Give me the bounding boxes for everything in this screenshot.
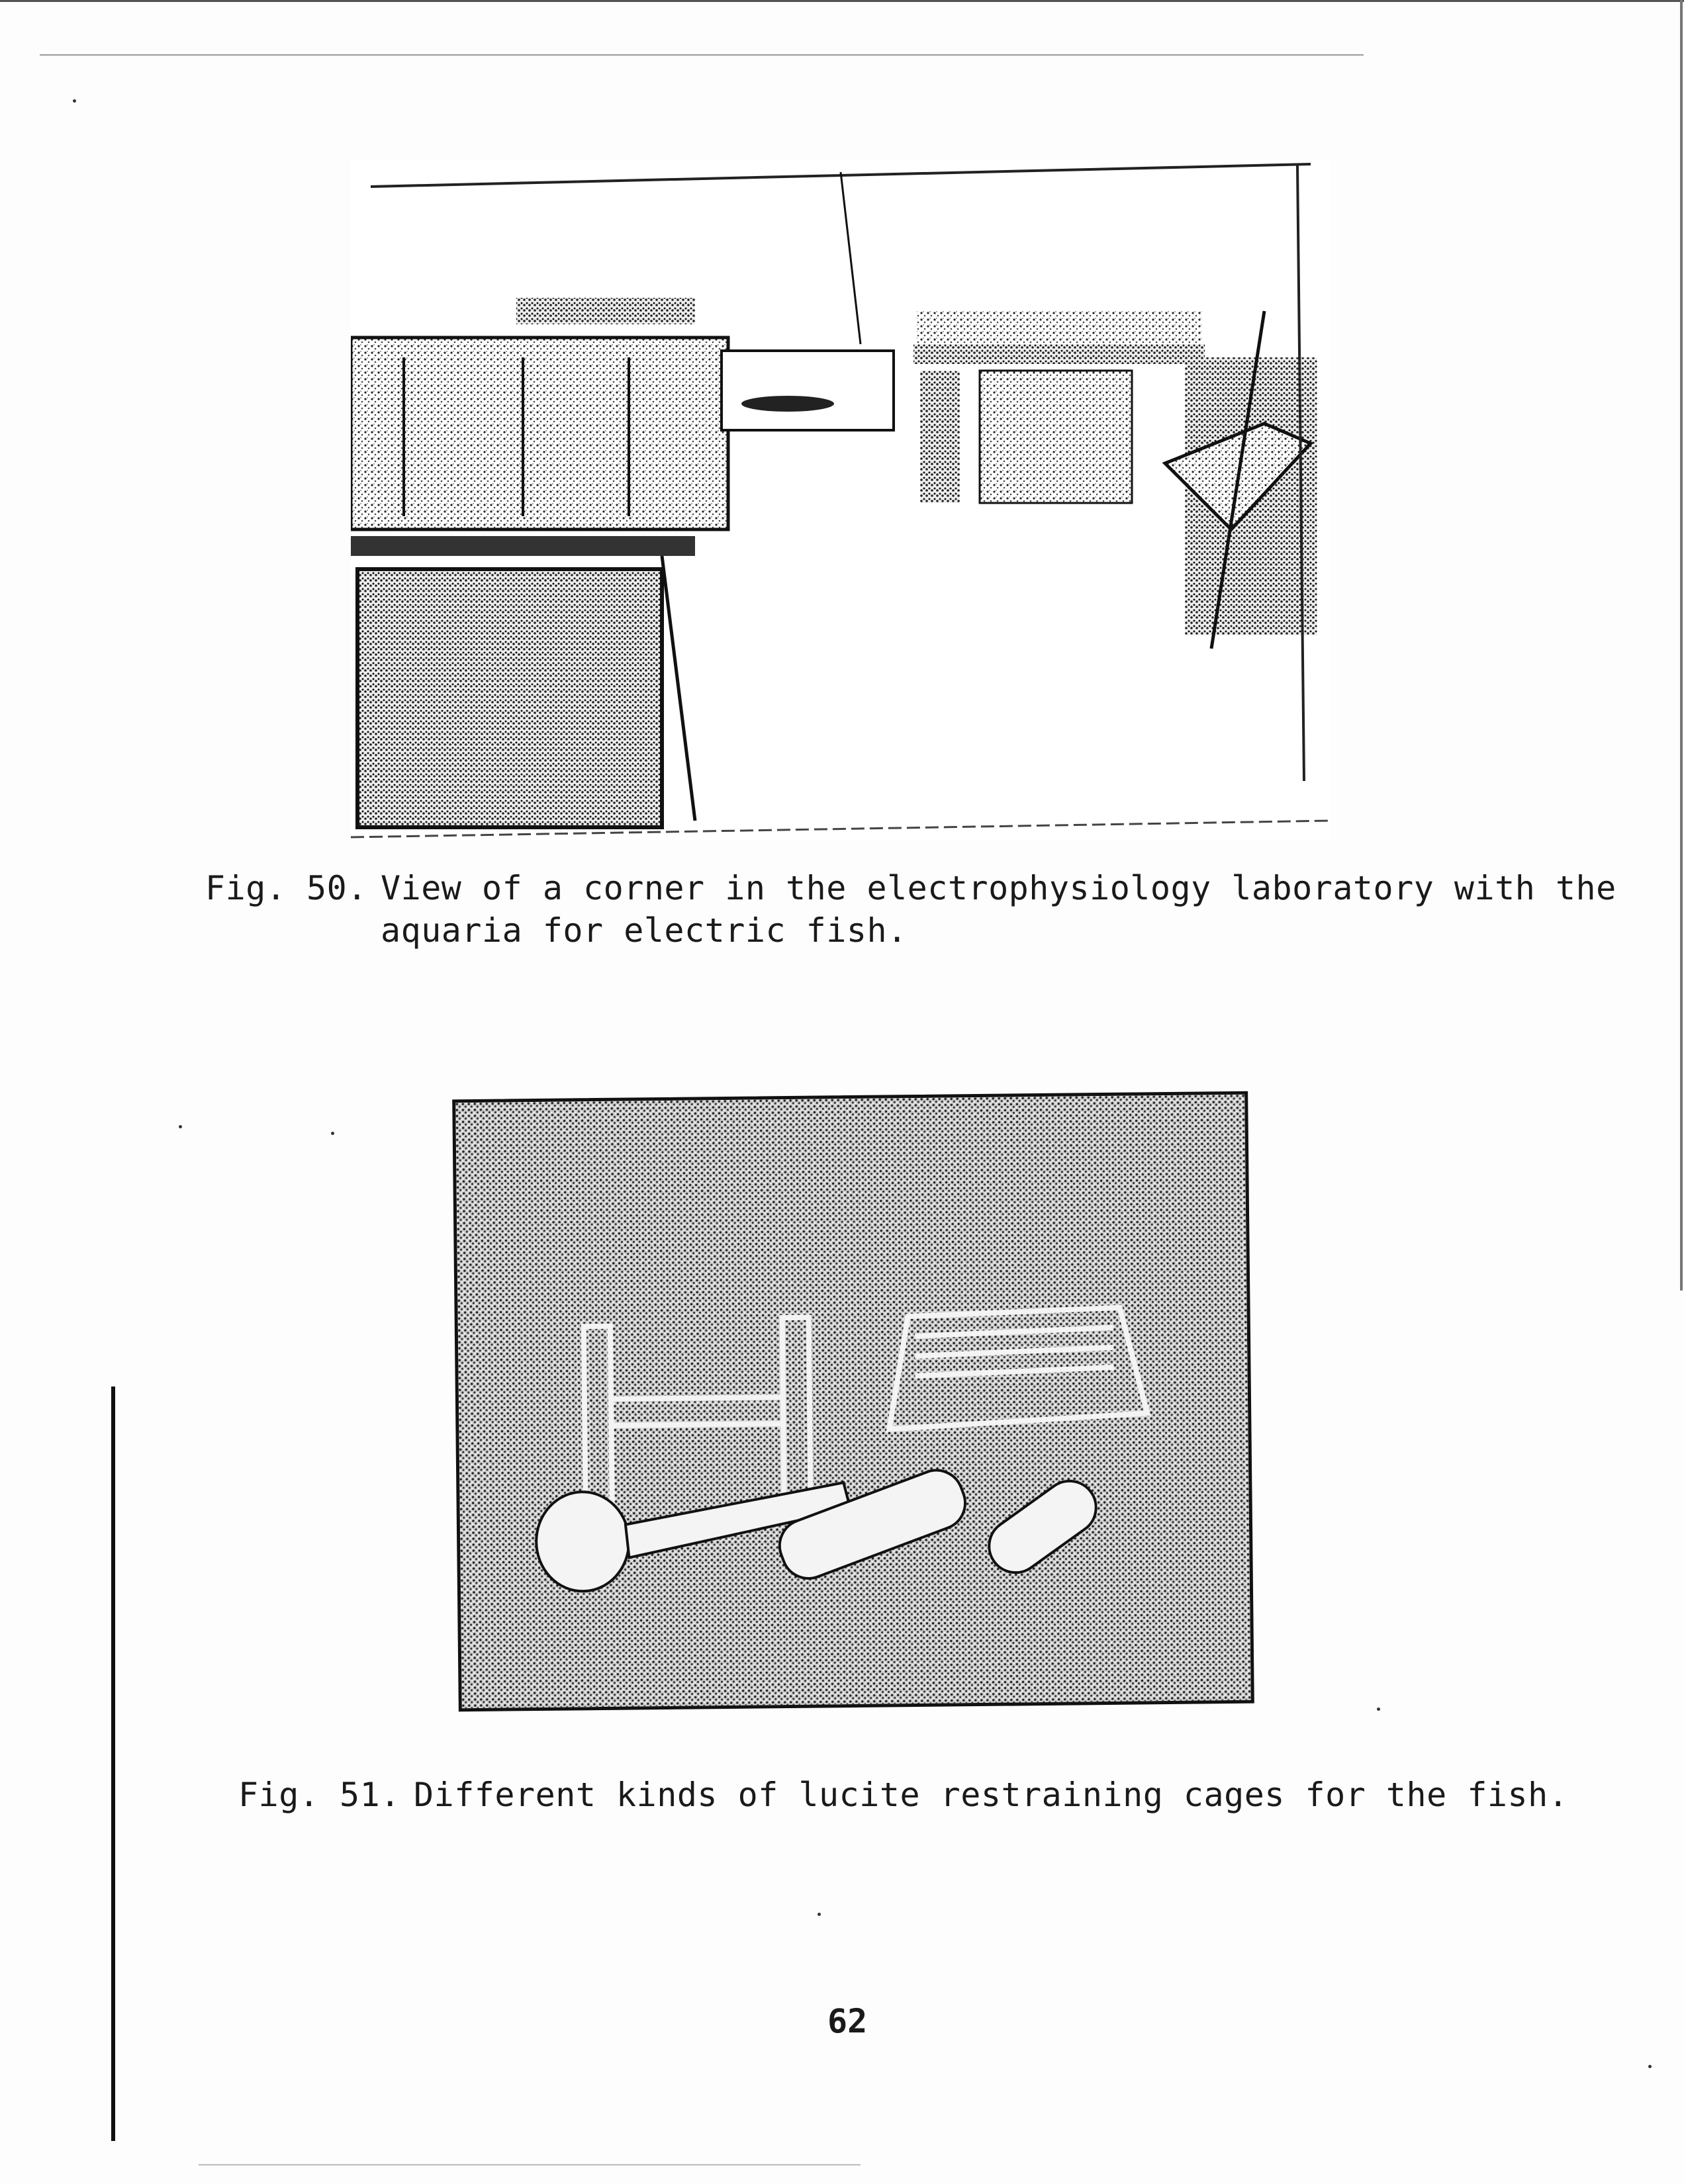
figure-50-caption-cont: aquaria for electric fish. — [381, 911, 908, 950]
scan-line-top — [0, 0, 1684, 2]
figure-50-caption-text: View of a corner in the electrophysiology laboratory with the — [381, 869, 1616, 907]
margin-rule — [111, 1387, 115, 2141]
scan-line-upper — [40, 54, 1364, 56]
scan-speck — [1648, 2065, 1652, 2068]
page-number: 62 — [827, 2002, 868, 2040]
figure-50-label: Fig. 50. — [205, 869, 367, 907]
scan-line-bottom — [199, 2164, 861, 2165]
scan-speck — [73, 99, 76, 103]
scan-speck — [331, 1132, 334, 1135]
lab-corner-image — [351, 159, 1331, 841]
lucite-cages-image — [455, 1095, 1251, 1708]
scan-speck — [1377, 1707, 1380, 1711]
figure-51-caption-text: Different kinds of lucite restraining cages for the fish. — [414, 1776, 1569, 1814]
scan-edge-right — [1680, 0, 1683, 1291]
figure-51-caption — [238, 1774, 1568, 1816]
figure-50-photo — [351, 159, 1331, 841]
scan-speck — [818, 1913, 821, 1916]
figure-50-caption — [205, 867, 1616, 952]
scan-speck — [179, 1125, 182, 1128]
figure-51-photo — [452, 1091, 1254, 1712]
figure-51-label: Fig. 51. — [238, 1776, 400, 1814]
